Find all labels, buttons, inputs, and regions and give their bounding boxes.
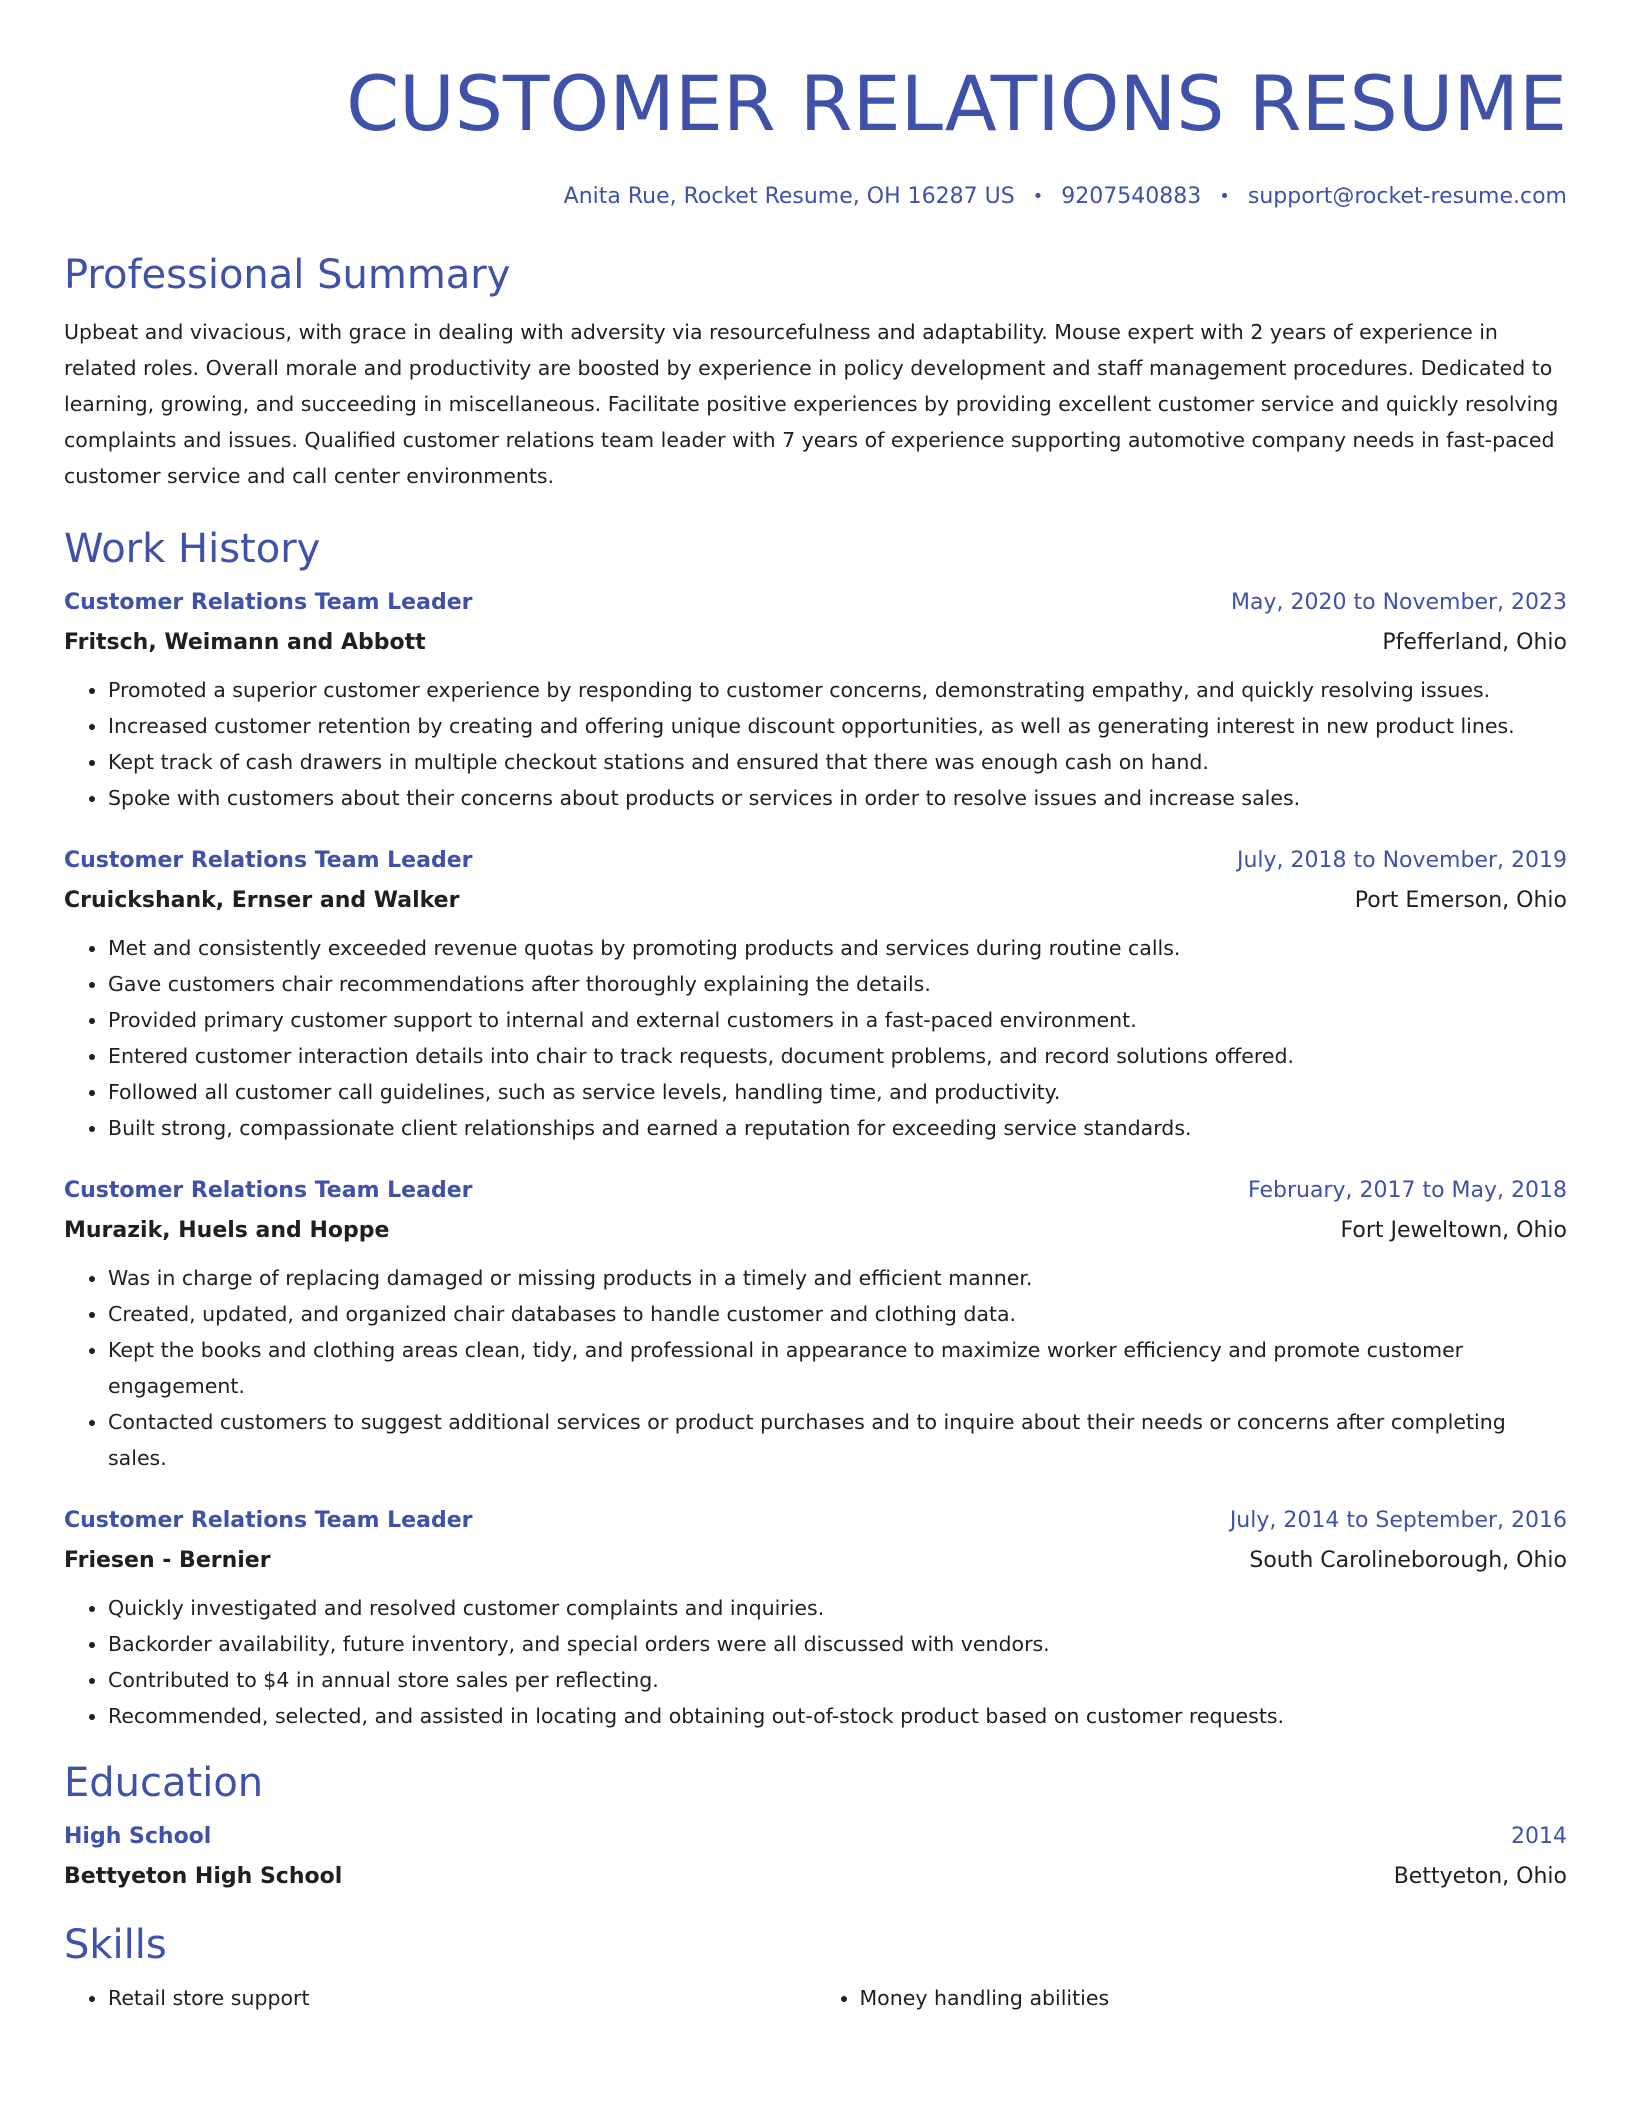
summary-section [64, 250, 1567, 494]
job-title: Customer Relations Team Leader [64, 848, 473, 873]
list-item: • Backorder availability, future inventory, and special orders were all discussed with vendors. [108, 1626, 1567, 1662]
job-location: Pfefferland, Ohio [1382, 630, 1567, 655]
job-bullets [64, 930, 1567, 1146]
resume-page [64, 0, 1567, 2016]
job-header-row [64, 588, 1567, 618]
job-bullets [64, 672, 1567, 816]
list-item: • Contacted customers to suggest additional services or product purchases and to inquire about their needs or concerns after completing sales. [108, 1404, 1567, 1476]
list-item: • Provided primary customer support to internal and external customers in a fast-paced environment. [108, 1002, 1567, 1038]
resume-title: CUSTOMER RELATIONS RESUME [346, 59, 1567, 148]
skills-heading: Skills [64, 1922, 167, 1968]
list-item: • Spoke with customers about their concerns about products or services in order to resolve issues and increase sales. [108, 780, 1567, 816]
job-company: Cruickshank, Ernser and Walker [64, 888, 460, 913]
list-item: • Promoted a superior customer experience by responding to customer concerns, demonstrating empathy, and quickly resolving issues. [108, 672, 1567, 708]
job-entry [64, 1506, 1567, 1734]
list-item: • Followed all customer call guidelines, such as service levels, handling time, and productivity. [108, 1074, 1567, 1110]
education-heading: Education [64, 1760, 264, 1806]
work-history-section [64, 524, 1567, 1734]
job-company-row [64, 886, 1567, 916]
job-bullets [64, 1590, 1567, 1734]
contact-address: Anita Rue, Rocket Resume, OH 16287 US [563, 184, 1015, 209]
list-item: • Quickly investigated and resolved customer complaints and inquiries. [108, 1590, 1567, 1626]
contact-line [64, 182, 1567, 212]
skills-list-left [64, 1980, 816, 2016]
job-header-row [64, 1176, 1567, 1206]
job-title: Customer Relations Team Leader [64, 1508, 473, 1533]
job-location: Port Emerson, Ohio [1354, 888, 1567, 913]
job-dates: July, 2018 to November, 2019 [1236, 848, 1567, 873]
list-item: • Built strong, compassionate client relationships and earned a reputation for exceeding service standards. [108, 1110, 1567, 1146]
job-company: Fritsch, Weimann and Abbott [64, 630, 426, 655]
job-location: South Carolineborough, Ohio [1249, 1548, 1567, 1573]
contact-phone: 9207540883 [1061, 184, 1202, 209]
summary-heading: Professional Summary [64, 252, 511, 298]
list-item: • Gave customers chair recommendations after thoroughly explaining the details. [108, 966, 1567, 1002]
job-entry [64, 1176, 1567, 1476]
job-dates: May, 2020 to November, 2023 [1231, 590, 1567, 615]
skills-list-right [816, 1980, 1568, 2016]
education-degree: High School [64, 1824, 212, 1849]
contact-separator: • [1032, 186, 1044, 207]
education-section [64, 1758, 1567, 1892]
job-bullets [64, 1260, 1567, 1476]
list-item: • Contributed to $4 in annual store sales per reflecting. [108, 1662, 1567, 1698]
job-dates: February, 2017 to May, 2018 [1248, 1178, 1567, 1203]
job-company: Friesen - Bernier [64, 1548, 271, 1573]
education-school-row [64, 1862, 1567, 1892]
skills-grid [64, 1980, 1567, 2016]
list-item: • Met and consistently exceeded revenue quotas by promoting products and services during routine calls. [108, 930, 1567, 966]
contact-email: support@rocket-resume.com [1247, 184, 1567, 209]
list-item: • Kept the books and clothing areas clean, tidy, and professional in appearance to maximize worker efficiency and promote customer engagement. [108, 1332, 1567, 1404]
education-location: Bettyeton, Ohio [1393, 1864, 1567, 1889]
list-item: • Entered customer interaction details into chair to track requests, document problems, and record solutions offered. [108, 1038, 1567, 1074]
skill-item: • Retail store support [108, 1980, 816, 2016]
job-company-row [64, 1216, 1567, 1246]
job-location: Fort Jeweltown, Ohio [1340, 1218, 1567, 1243]
job-header-row [64, 1506, 1567, 1536]
job-dates: July, 2014 to September, 2016 [1229, 1508, 1567, 1533]
list-item: • Increased customer retention by creating and offering unique discount opportunities, as well as generating interest in new product lines. [108, 708, 1567, 744]
skill-item: • Money handling abilities [860, 1980, 1568, 2016]
list-item: • Was in charge of replacing damaged or missing products in a timely and efficient manner. [108, 1260, 1567, 1296]
job-entry [64, 846, 1567, 1146]
job-title: Customer Relations Team Leader [64, 590, 473, 615]
job-entry [64, 588, 1567, 816]
list-item: • Created, updated, and organized chair databases to handle customer and clothing data. [108, 1296, 1567, 1332]
education-year: 2014 [1511, 1824, 1567, 1849]
contact-separator: • [1219, 186, 1230, 207]
job-company-row [64, 628, 1567, 658]
job-title: Customer Relations Team Leader [64, 1178, 473, 1203]
job-company: Murazik, Huels and Hoppe [64, 1218, 390, 1243]
education-school: Bettyeton High School [64, 1864, 343, 1889]
summary-text: Upbeat and vivacious, with grace in dealing with adversity via resourcefulness and adaptability. Mouse expert with 2 years of experience in related roles. Overall morale and productivity are boosted by experience in policy development and staff management procedures. Dedicated to learning, growing, and succeeding in miscellaneous. Facilitate positive experiences by providing excellent customer service and quickly resolving complaints and issues. Qualified customer relations team leader with 7 years of experience supporting automotive company needs in fast-paced customer service and call center environments. [64, 320, 1559, 488]
job-company-row [64, 1546, 1567, 1576]
work-history-heading: Work History [64, 526, 321, 572]
list-item: • Kept track of cash drawers in multiple checkout stations and ensured that there was enough cash on hand. [108, 744, 1567, 780]
list-item: • Recommended, selected, and assisted in locating and obtaining out-of-stock product based on customer requests. [108, 1698, 1567, 1734]
skills-section [64, 1920, 1567, 2016]
education-header-row [64, 1822, 1567, 1852]
job-header-row [64, 846, 1567, 876]
